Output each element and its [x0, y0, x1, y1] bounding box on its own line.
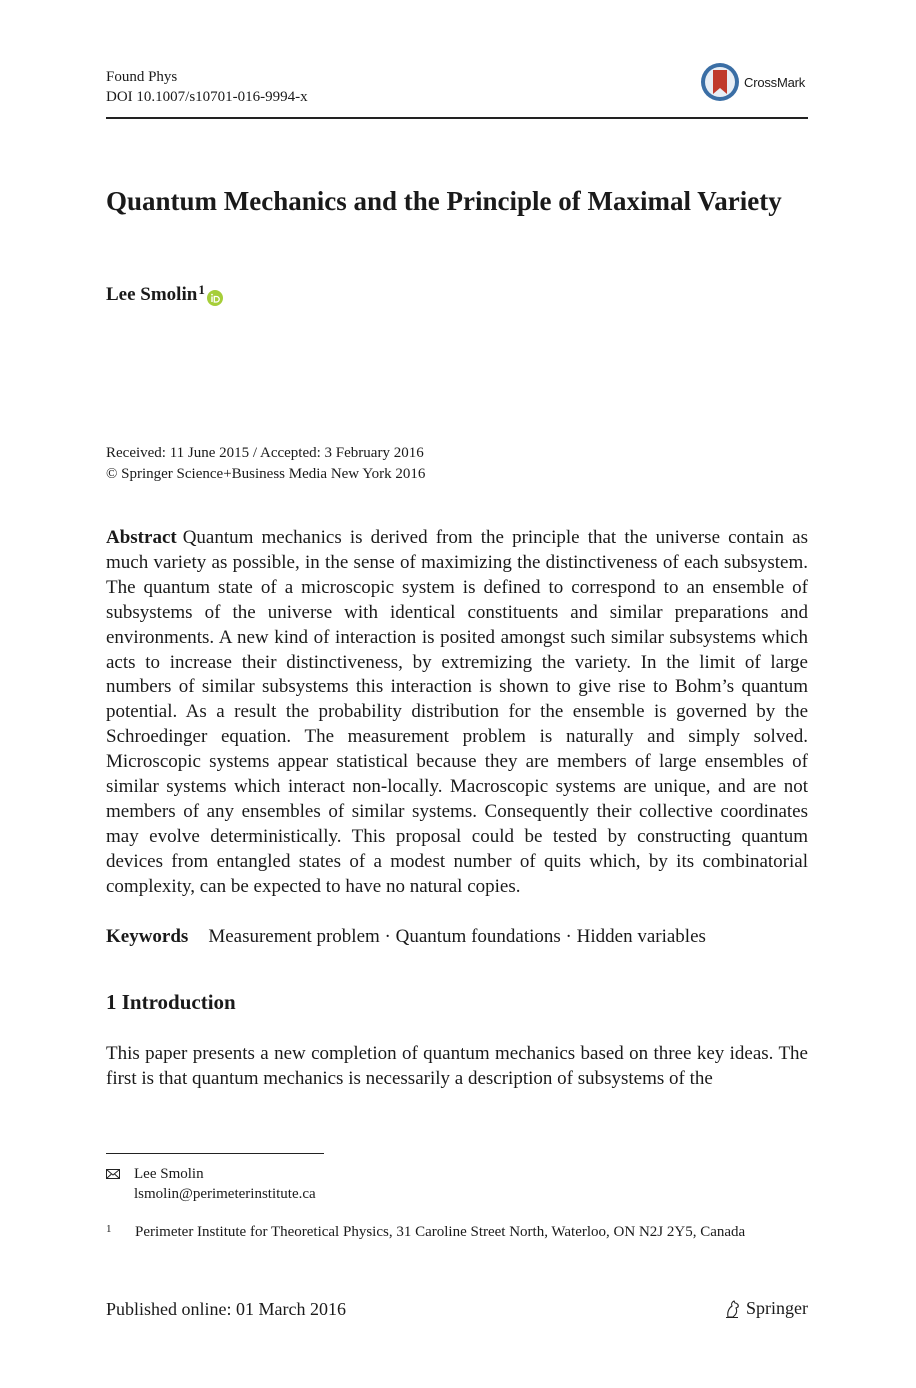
crossmark-icon — [700, 62, 740, 102]
springer-logo[interactable] — [724, 1298, 808, 1319]
header-divider — [106, 117, 808, 119]
crossmark-label: CrossMark — [744, 74, 806, 90]
published-date: Published online: 01 March 2016 — [106, 1299, 346, 1319]
received-accepted: Received: 11 June 2015 / Accepted: 3 February 2016 — [106, 445, 424, 461]
springer-label: Springer — [746, 1298, 808, 1318]
crossmark-badge[interactable] — [700, 60, 810, 104]
abstract-text: Quantum mechanics is derived from the principle that the universe contain as much variety as possible, in the sense of maximizing the distinctiveness of each subsystem. The quantum state of a microscopic system is defined to correspond to an ensemble of subsystems of the universe with identical constituents and similar preparations and environments. A new kind of interaction is posited amongst such similar subsystems which acts to increase their distinctiveness, by extremizing the variety. In the limit of large numbers of similar subsystems this interaction is shown to give rise to Bohm’s quantum potential. As a result the probability distribution for the ensemble is governed by the Schroedinger equation. The measurement problem is naturally and simply solved. Microscopic systems appear statistical because they are members of large ensembles of similar systems which interact non-locally. Macroscopic systems are unique, and are not members of any ensembles of similar systems. Consequently their collective coordinates may evolve deterministically. This proposal could be tested by constructing quantum devices from entangled states of a modest number of quits which, by its combinatorial complexity, can be expected to have no natural copies. — [106, 527, 808, 897]
contact-name: Lee Smolin — [134, 1166, 204, 1182]
intro-paragraph: This paper presents a new completion of quantum mechanics based on three key ideas. The first is that quantum mechanics is necessarily a description of subsystems of the — [106, 1043, 808, 1089]
affiliation-number: 1 — [106, 1223, 112, 1235]
journal-info — [106, 67, 308, 107]
corresponding-author — [106, 1164, 316, 1204]
abstract — [106, 526, 808, 900]
article-dates — [106, 443, 425, 485]
abstract-label: Abstract — [106, 527, 177, 548]
orcid-icon[interactable] — [207, 290, 223, 306]
article-title: Quantum Mechanics and the Principle of Maximal Variety — [106, 186, 782, 216]
contact-email[interactable]: lsmolin@perimeterinstitute.ca — [134, 1186, 316, 1202]
affiliation-footnote — [106, 1222, 808, 1242]
author-line — [106, 284, 223, 306]
copyright: © Springer Science+Business Media New York 2016 — [106, 466, 426, 482]
envelope-icon — [106, 1169, 120, 1179]
section-heading: 1 Introduction — [106, 990, 236, 1014]
author-affiliation-ref[interactable]: 1 — [198, 282, 205, 297]
keywords-text: Measurement problem · Quantum foundations · Hidden variables — [208, 926, 706, 947]
affiliation-text: Perimeter Institute for Theoretical Physics, 31 Caroline Street North, Waterloo, ON N2J 2Y5, Canada — [135, 1224, 746, 1240]
doi[interactable]: DOI 10.1007/s10701-016-9994-x — [106, 89, 308, 105]
journal-name: Found Phys — [106, 69, 178, 85]
author-name[interactable]: Lee Smolin — [106, 284, 198, 305]
keywords — [106, 925, 808, 949]
keywords-label: Keywords — [106, 926, 189, 947]
springer-horse-icon — [724, 1299, 742, 1319]
footnote-divider — [106, 1153, 324, 1154]
